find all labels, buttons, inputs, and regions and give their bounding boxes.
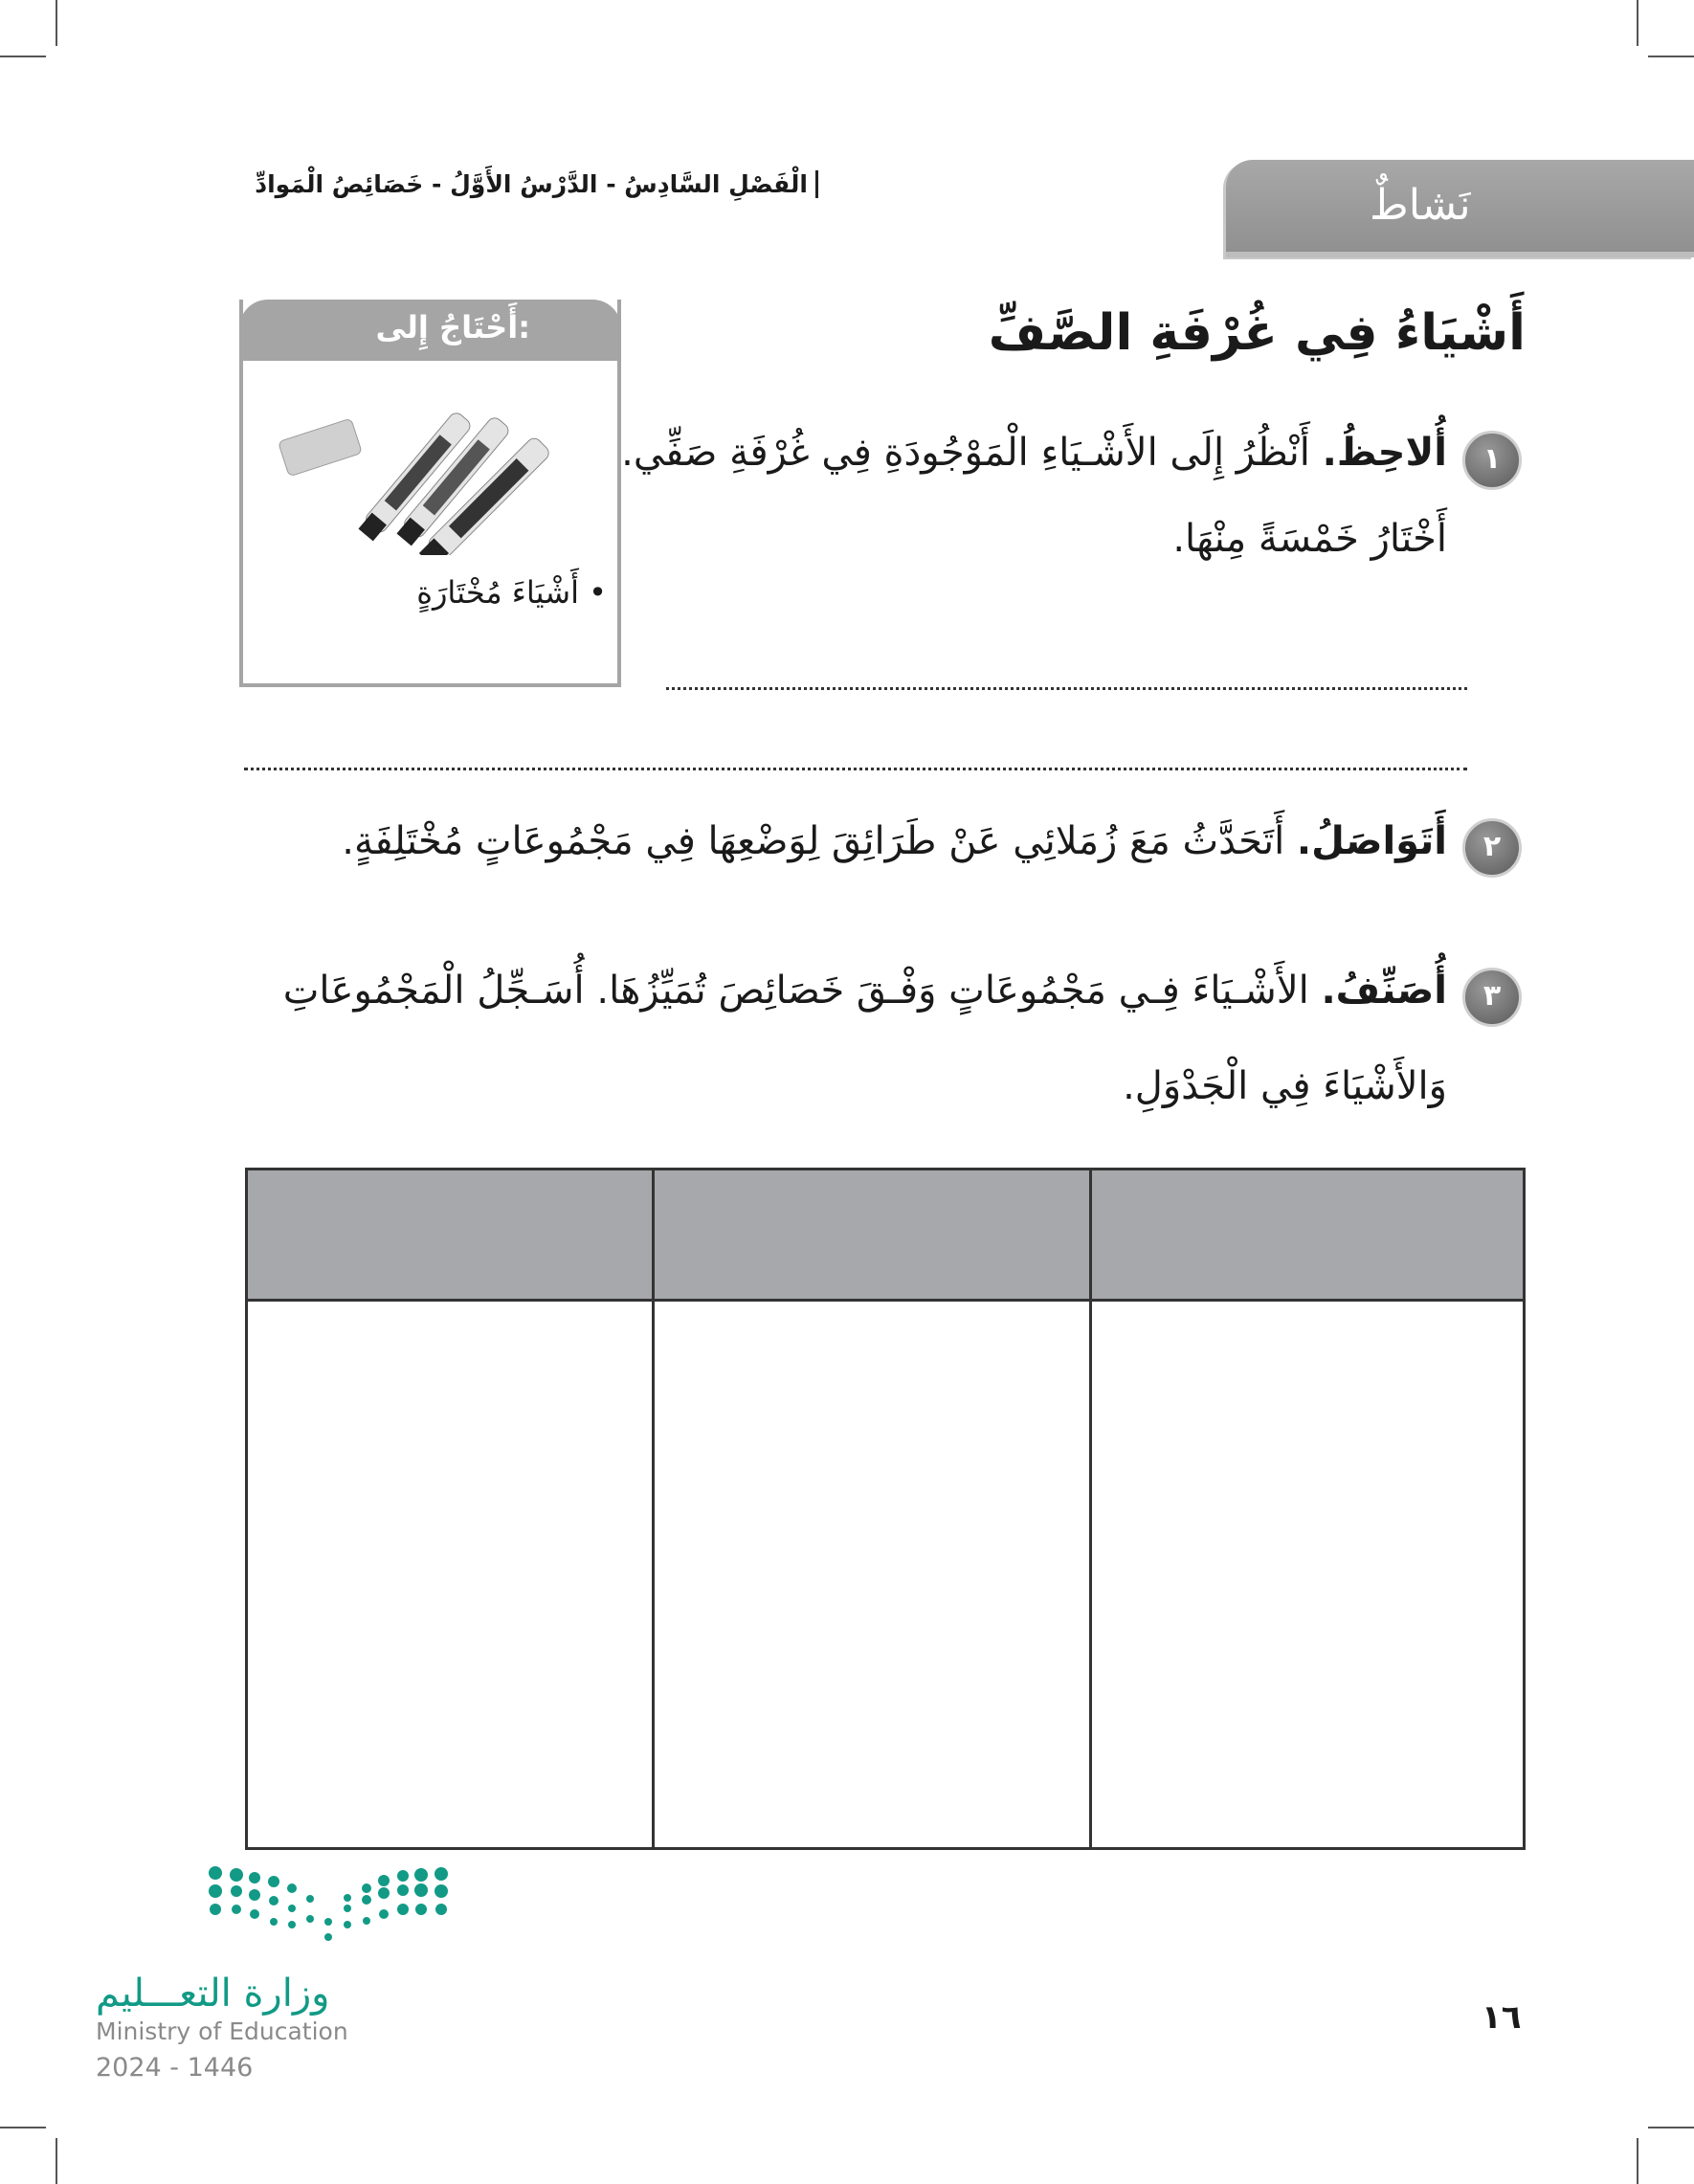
classification-table (245, 1168, 1526, 1850)
crop-mark (1648, 2127, 1694, 2128)
logo-dot (435, 1867, 448, 1881)
step-2-text (342, 819, 1447, 863)
step-2-body: أَتَحَدَّثُ مَعَ زُمَلائِي عَنْ طَرَائِقَ لِوَضْعِهَا فِي مَجْمُوعَاتٍ مُخْتَلِفَةٍ. (342, 819, 1285, 863)
step-2-verb: أَتَوَاصَلُ. (1296, 819, 1447, 863)
logo-dot (435, 1884, 448, 1898)
logo-dot (324, 1933, 332, 1941)
logo-dot (287, 1883, 297, 1893)
table-cell[interactable] (248, 1302, 652, 1847)
table-header-cell[interactable] (248, 1170, 652, 1302)
logo-dot (362, 1883, 371, 1893)
logo-dot (249, 1872, 260, 1883)
logo-dot (210, 1904, 221, 1915)
logo-dot (324, 1918, 332, 1926)
ministry-name-arabic: وزارة التعـــليم (96, 1972, 330, 2016)
crop-mark (1637, 2138, 1638, 2184)
logo-dot (397, 1904, 409, 1915)
step-3-verb: أُصَنِّفُ. (1321, 969, 1447, 1013)
logo-dot (379, 1909, 389, 1919)
ministry-logo-dots (209, 1866, 448, 1948)
materials-heading: أَحْتَاجُ إِلى: (375, 309, 530, 345)
step-number-badge: ٣ (1462, 968, 1522, 1027)
logo-dot (397, 1870, 409, 1882)
crop-mark (56, 0, 57, 46)
table-cell[interactable] (1089, 1302, 1523, 1847)
logo-dot (414, 1883, 428, 1897)
step-1-line2: أَخْتَارُ خَمْسَةً مِنْهَا. (1172, 517, 1447, 561)
step-3-line2: وَالأَشْيَاءَ فِي الْجَدْوَلِ. (1123, 1064, 1447, 1108)
crop-mark (0, 2127, 46, 2128)
step-1-body: أَنْظُرُ إِلَى الأَشْـيَاءِ الْمَوْجُودَةِ فِي غُرْفَةِ صَفِّي. (621, 431, 1310, 475)
logo-dot (209, 1866, 222, 1880)
logo-dot (249, 1889, 260, 1901)
answer-line[interactable] (666, 687, 1467, 690)
page-number: ١٦ (1482, 1998, 1522, 2037)
step-number-badge: ١ (1462, 431, 1522, 490)
step-3-text (283, 969, 1447, 1013)
step-1-verb: أُلاحِظُ. (1322, 431, 1447, 475)
logo-dot (344, 1905, 351, 1912)
table-cell[interactable] (652, 1302, 1089, 1847)
table-header-cell[interactable] (1089, 1170, 1523, 1302)
activity-tab-label: نَشاطٌ (1370, 181, 1471, 230)
breadcrumb: الْفَصْلِ السَّادِسُ - الدَّرْسُ الأَوَّلُ - خَصَائِصُ الْمَوادِّ (255, 170, 818, 198)
logo-dot (306, 1915, 314, 1923)
logo-dot (363, 1917, 370, 1925)
materials-heading-bar (239, 300, 621, 361)
logo-dot (230, 1868, 243, 1882)
step-number-badge: ٢ (1462, 818, 1522, 878)
crop-mark (56, 2138, 57, 2184)
step-3-body: الأَشْـيَاءَ فِـي مَجْمُوعَاتٍ وَفْـقَ خَصَائِصَ تُمَيِّزُهَا. أُسَـجِّلُ الْمَجْمُوعَاتِ (282, 969, 1309, 1013)
logo-dot (415, 1904, 427, 1915)
logo-dot (378, 1887, 390, 1899)
logo-dot (250, 1909, 259, 1919)
logo-dot (414, 1868, 428, 1882)
crop-mark (0, 56, 46, 57)
logo-dot (306, 1895, 314, 1903)
table-header-cell[interactable] (652, 1170, 1089, 1302)
crop-mark (1648, 56, 1694, 57)
ministry-name-english: Ministry of Education (96, 2017, 348, 2045)
answer-line[interactable] (244, 768, 1467, 770)
edition-year: 2024 - 1446 (96, 2053, 254, 2083)
logo-dot (378, 1875, 390, 1886)
activity-tab (1226, 160, 1694, 257)
logo-dot (344, 1921, 351, 1928)
logo-dot (231, 1885, 242, 1897)
materials-item: • أَشْيَاءَ مُخْتَارَةٍ (416, 574, 607, 611)
logo-dot (397, 1884, 409, 1896)
markers-eraser-image (278, 383, 565, 555)
step-1-text (621, 431, 1447, 475)
logo-dot (268, 1876, 279, 1887)
logo-dot (288, 1921, 296, 1928)
logo-dot (270, 1918, 278, 1926)
logo-dot (288, 1905, 296, 1912)
logo-dot (435, 1904, 447, 1915)
crop-mark (1637, 0, 1638, 46)
page-title: أَشْيَاءُ فِي غُرْفَةِ الصَّفِّ (988, 304, 1526, 362)
logo-dot (232, 1905, 241, 1914)
logo-dot (209, 1884, 222, 1898)
logo-dot (344, 1894, 351, 1902)
logo-dot (362, 1895, 371, 1905)
logo-dot (269, 1896, 279, 1905)
